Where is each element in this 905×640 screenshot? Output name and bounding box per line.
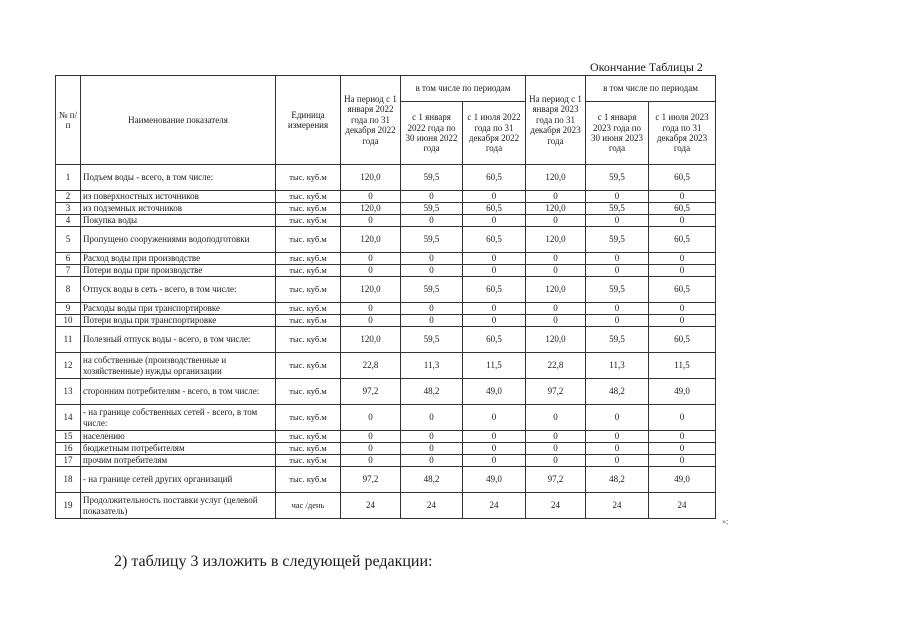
value-cell: 0 (341, 215, 401, 227)
value-cell: 120,0 (526, 203, 586, 215)
value-cell: 24 (401, 493, 463, 519)
value-cell: 0 (526, 315, 586, 327)
table-row (56, 277, 716, 303)
row-number: 6 (56, 253, 81, 265)
value-cell: 24 (463, 493, 526, 519)
value-cell: 0 (649, 215, 716, 227)
value-cell: 11,5 (463, 353, 526, 379)
row-number: 1 (56, 165, 81, 191)
value-cell: 49,0 (463, 467, 526, 493)
value-cell: 59,5 (401, 277, 463, 303)
table-row (56, 265, 716, 277)
value-cell: 0 (526, 431, 586, 443)
indicator-name: Расход воды при производстве (81, 253, 276, 265)
table-row (56, 203, 716, 215)
value-cell: 0 (463, 253, 526, 265)
value-cell: 49,0 (649, 467, 716, 493)
row-number: 7 (56, 265, 81, 277)
indicator-name: Потери воды при производстве (81, 265, 276, 277)
indicator-name: Покупка воды (81, 215, 276, 227)
indicator-name: из подземных источников (81, 203, 276, 215)
indicator-name: населению (81, 431, 276, 443)
value-cell: 59,5 (586, 277, 649, 303)
value-cell: 0 (526, 265, 586, 277)
value-cell: 59,5 (586, 165, 649, 191)
table-row (56, 191, 716, 203)
indicator-name: сторонним потребителям - всего, в том числе: (81, 379, 276, 405)
value-cell: 0 (649, 265, 716, 277)
value-cell: 11,3 (401, 353, 463, 379)
value-cell: 0 (586, 431, 649, 443)
value-cell: 60,5 (649, 203, 716, 215)
value-cell: 0 (526, 215, 586, 227)
value-cell: 0 (649, 315, 716, 327)
value-cell: 0 (586, 191, 649, 203)
value-cell: 48,2 (586, 467, 649, 493)
value-cell: 0 (526, 455, 586, 467)
value-cell: 0 (649, 405, 716, 431)
value-cell: 60,5 (463, 203, 526, 215)
value-cell: 24 (649, 493, 716, 519)
table-row (56, 315, 716, 327)
value-cell: 0 (586, 443, 649, 455)
value-cell: 120,0 (341, 165, 401, 191)
value-cell: 0 (649, 191, 716, 203)
value-cell: 60,5 (463, 327, 526, 353)
value-cell: 0 (401, 315, 463, 327)
unit-cell: тыс. куб.м (276, 455, 341, 467)
value-cell: 0 (401, 443, 463, 455)
value-cell: 0 (649, 443, 716, 455)
value-cell: 11,3 (586, 353, 649, 379)
value-cell: 60,5 (463, 165, 526, 191)
table-row (56, 303, 716, 315)
value-cell: 0 (463, 191, 526, 203)
value-cell: 0 (649, 455, 716, 467)
row-number: 8 (56, 277, 81, 303)
value-cell: 120,0 (526, 227, 586, 253)
row-number: 4 (56, 215, 81, 227)
value-cell: 24 (341, 493, 401, 519)
value-cell: 0 (401, 431, 463, 443)
row-number: 3 (56, 203, 81, 215)
header-period-2023: На период с 1 января 2023 года по 31 декабря 2023 года (526, 76, 586, 165)
unit-cell: тыс. куб.м (276, 227, 341, 253)
value-cell: 97,2 (341, 467, 401, 493)
row-number: 15 (56, 431, 81, 443)
indicator-name: Отпуск воды в сеть - всего, в том числе: (81, 277, 276, 303)
value-cell: 120,0 (341, 327, 401, 353)
indicator-name: Пропущено сооружениями водоподготовки (81, 227, 276, 253)
row-number: 16 (56, 443, 81, 455)
header-h1-2023: с 1 января 2023 года по 30 июня 2023 года (586, 102, 649, 165)
header-h1-2022: с 1 января 2022 года по 30 июня 2022 года (401, 102, 463, 165)
row-number: 18 (56, 467, 81, 493)
row-number: 9 (56, 303, 81, 315)
value-cell: 0 (341, 191, 401, 203)
value-cell: 60,5 (649, 327, 716, 353)
value-cell: 0 (526, 443, 586, 455)
table-row (56, 431, 716, 443)
value-cell: 24 (586, 493, 649, 519)
header-period-2022: На период с 1 января 2022 года по 31 декабря 2022 года (341, 76, 401, 165)
row-number: 14 (56, 405, 81, 431)
row-number: 2 (56, 191, 81, 203)
value-cell: 0 (341, 315, 401, 327)
header-h2-2022: с 1 июля 2022 года по 31 декабря 2022 года (463, 102, 526, 165)
unit-cell: тыс. куб.м (276, 265, 341, 277)
row-number: 10 (56, 315, 81, 327)
row-number: 12 (56, 353, 81, 379)
value-cell: 97,2 (341, 379, 401, 405)
unit-cell: тыс. куб.м (276, 443, 341, 455)
value-cell: 59,5 (401, 165, 463, 191)
value-cell: 0 (586, 405, 649, 431)
value-cell: 97,2 (526, 467, 586, 493)
value-cell: 0 (401, 253, 463, 265)
value-cell: 0 (526, 253, 586, 265)
table-row (56, 493, 716, 519)
value-cell: 0 (341, 455, 401, 467)
unit-cell: тыс. куб.м (276, 303, 341, 315)
value-cell: 97,2 (526, 379, 586, 405)
value-cell: 0 (341, 405, 401, 431)
indicator-name: прочим потребителям (81, 455, 276, 467)
table-caption: Окончание Таблицы 2 (590, 60, 703, 74)
header-incl-2023: в том числе по периодам (586, 76, 716, 102)
indicator-name: Потери воды при транспортировке (81, 315, 276, 327)
value-cell: 0 (463, 455, 526, 467)
unit-cell: тыс. куб.м (276, 253, 341, 265)
value-cell: 59,5 (586, 327, 649, 353)
value-cell: 0 (586, 265, 649, 277)
table-row (56, 227, 716, 253)
value-cell: 0 (463, 315, 526, 327)
margin-mark: »; (722, 517, 729, 526)
table-row (56, 455, 716, 467)
unit-cell: тыс. куб.м (276, 191, 341, 203)
value-cell: 0 (649, 253, 716, 265)
value-cell: 0 (463, 265, 526, 277)
unit-cell: тыс. куб.м (276, 165, 341, 191)
unit-cell: тыс. куб.м (276, 327, 341, 353)
value-cell: 0 (463, 431, 526, 443)
unit-cell: тыс. куб.м (276, 215, 341, 227)
row-number: 5 (56, 227, 81, 253)
unit-cell: час /день (276, 493, 341, 519)
unit-cell: тыс. куб.м (276, 379, 341, 405)
value-cell: 11,5 (649, 353, 716, 379)
value-cell: 59,5 (401, 227, 463, 253)
value-cell: 120,0 (526, 277, 586, 303)
value-cell: 60,5 (463, 227, 526, 253)
unit-cell: тыс. куб.м (276, 431, 341, 443)
unit-cell: тыс. куб.м (276, 353, 341, 379)
value-cell: 22,8 (526, 353, 586, 379)
value-cell: 0 (586, 253, 649, 265)
header-num: № п/п (56, 76, 81, 165)
header-unit: Единица измерения (276, 76, 341, 165)
indicator-name: бюджетным потребителям (81, 443, 276, 455)
unit-cell: тыс. куб.м (276, 203, 341, 215)
value-cell: 0 (586, 215, 649, 227)
table-row (56, 215, 716, 227)
value-cell: 120,0 (526, 165, 586, 191)
row-number: 17 (56, 455, 81, 467)
value-cell: 24 (526, 493, 586, 519)
value-cell: 0 (586, 303, 649, 315)
row-number: 13 (56, 379, 81, 405)
value-cell: 0 (526, 303, 586, 315)
indicator-name: на собственные (производственные и хозяйственные) нужды организации (81, 353, 276, 379)
indicator-name: Подъем воды - всего, в том числе: (81, 165, 276, 191)
value-cell: 0 (341, 265, 401, 277)
table-row (56, 165, 716, 191)
value-cell: 0 (526, 191, 586, 203)
value-cell: 0 (401, 265, 463, 277)
unit-cell: тыс. куб.м (276, 467, 341, 493)
value-cell: 0 (401, 303, 463, 315)
indicator-name: - на границе собственных сетей - всего, в том числе: (81, 405, 276, 431)
value-cell: 0 (526, 405, 586, 431)
indicator-name: Продолжительность поставки услуг (целевой показатель) (81, 493, 276, 519)
table-row (56, 253, 716, 265)
row-number: 19 (56, 493, 81, 519)
value-cell: 59,5 (586, 203, 649, 215)
indicator-name: из поверхностных источников (81, 191, 276, 203)
unit-cell: тыс. куб.м (276, 315, 341, 327)
value-cell: 48,2 (401, 467, 463, 493)
unit-cell: тыс. куб.м (276, 405, 341, 431)
value-cell: 0 (463, 215, 526, 227)
value-cell: 49,0 (649, 379, 716, 405)
value-cell: 60,5 (649, 165, 716, 191)
value-cell: 120,0 (341, 227, 401, 253)
value-cell: 0 (463, 443, 526, 455)
value-cell: 49,0 (463, 379, 526, 405)
table-row (56, 327, 716, 353)
value-cell: 60,5 (649, 277, 716, 303)
value-cell: 120,0 (341, 277, 401, 303)
unit-cell: тыс. куб.м (276, 277, 341, 303)
indicator-name: - на границе сетей других организаций (81, 467, 276, 493)
row-number: 11 (56, 327, 81, 353)
value-cell: 48,2 (586, 379, 649, 405)
value-cell: 0 (401, 215, 463, 227)
value-cell: 120,0 (341, 203, 401, 215)
value-cell: 0 (463, 405, 526, 431)
water-balance-table (55, 75, 716, 519)
value-cell: 0 (649, 431, 716, 443)
value-cell: 59,5 (401, 203, 463, 215)
indicator-name: Полезный отпуск воды - всего, в том числе: (81, 327, 276, 353)
header-name: Наименование показателя (81, 76, 276, 165)
value-cell: 0 (341, 443, 401, 455)
value-cell: 0 (401, 191, 463, 203)
table-row (56, 379, 716, 405)
value-cell: 22,8 (341, 353, 401, 379)
amendment-paragraph: 2) таблицу 3 изложить в следующей редакции: (114, 553, 433, 570)
value-cell: 60,5 (649, 227, 716, 253)
value-cell: 59,5 (586, 227, 649, 253)
table-row (56, 443, 716, 455)
value-cell: 48,2 (401, 379, 463, 405)
value-cell: 59,5 (401, 327, 463, 353)
value-cell: 0 (586, 315, 649, 327)
header-h2-2023: с 1 июля 2023 года по 31 декабря 2023 года (649, 102, 716, 165)
value-cell: 60,5 (463, 277, 526, 303)
value-cell: 0 (401, 455, 463, 467)
table-row (56, 467, 716, 493)
table-row (56, 353, 716, 379)
table-row (56, 405, 716, 431)
header-incl-2022: в том числе по периодам (401, 76, 526, 102)
value-cell: 0 (586, 455, 649, 467)
value-cell: 0 (341, 303, 401, 315)
value-cell: 0 (401, 405, 463, 431)
indicator-name: Расходы воды при транспортировке (81, 303, 276, 315)
value-cell: 120,0 (526, 327, 586, 353)
value-cell: 0 (341, 431, 401, 443)
value-cell: 0 (649, 303, 716, 315)
value-cell: 0 (341, 253, 401, 265)
value-cell: 0 (463, 303, 526, 315)
